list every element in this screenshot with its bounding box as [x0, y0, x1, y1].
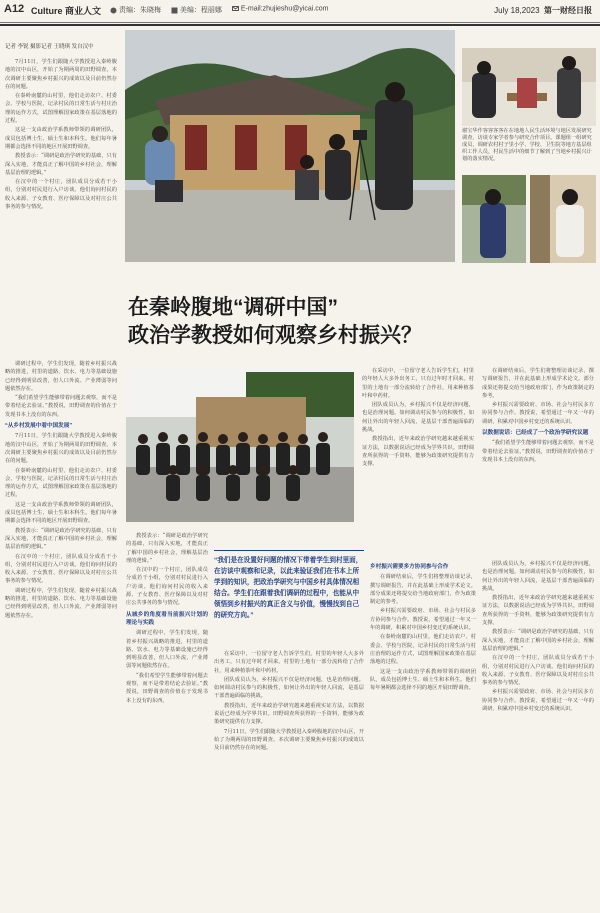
- article-paragraph: 教授指出，近年来政治学研究越来越重视实证方法，以数据说话已经成为学界共识。田野调查所获得的一手资料，能够为政策研究提供有力支撑。: [362, 436, 474, 468]
- article-paragraph: 乡村振兴需要政府、市场、社会与村民多方协同参与合作。教授说，希望通过一年又一年的调研，积累对中国乡村变迁的系统认识。: [482, 689, 594, 713]
- headline-line-1: 在秦岭腹地“调研中国”: [128, 296, 338, 319]
- article-column-right-lower: [370, 560, 476, 907]
- byline: 记者 李锐 摄影记者 王晓琪 发自汉中: [5, 44, 94, 50]
- article-paragraph: 这是一支由政治学系教师带领的调研团队，成员包括博士生、硕士生和本科生。他们每年暑期都会选择不同的地区开展田野调查。: [370, 668, 476, 692]
- section-name: Culture 商业人文: [31, 6, 102, 16]
- article-paragraph: “我们希望学生能够带着问题去观察，而不是带着结论去验证。”教授说，田野调查的价值在于发现书本上没有的东西。: [5, 395, 117, 418]
- article-paragraph: 这是一支由政治学系教师带领的调研团队，成员包括博士生、硕士生和本科生。他们每年暑期都会选择不同的地区开展田野调查。: [5, 127, 117, 150]
- page-header: [0, 0, 600, 23]
- article-column-center-left: [126, 532, 208, 907]
- header-rule: [0, 24, 600, 26]
- article-paragraph: 教授指出，近年来政治学研究越来越重视实证方法，以数据说话已经成为学界共识。田野调查所获得的一手资料，能够为政策研究提供有力支撑。: [214, 702, 364, 726]
- article-column-center: [214, 650, 364, 907]
- photo-bottom-right-villager: [530, 175, 596, 263]
- article-column-mid-right: [362, 367, 474, 552]
- page-number: A12: [4, 3, 25, 15]
- article-paragraph: 调研过程中，学生们发现，随着乡村振兴战略的推进，村里的道路、饮水、电力等基础设施已经得到明显改善，但人口外流、产业薄弱等问题依然存在。: [5, 361, 117, 392]
- article-paragraph: 在汉中的一个村庄，团队成员分成若干小组，分别对村民进行入户访谈。他们询问村民的收入来源、子女教育、医疗保障以及对村庄公共事务的参与情况。: [5, 553, 117, 585]
- pull-quote-rule: [214, 550, 364, 551]
- designer-text: 美编：程丽娜: [179, 7, 222, 14]
- article-paragraph: 调研过程中，学生们发现，随着乡村振兴战略的推进，村里的道路、饮水、电力等基础设施已经得到明显改善，但人口外流、产业薄弱等问题依然存在。: [5, 587, 117, 619]
- designer-credit: [171, 5, 222, 15]
- photo-top-right-interview: [462, 48, 596, 126]
- headline-line-2: 政治学教授如何观察乡村振兴？: [128, 324, 422, 347]
- article-paragraph: 团队成员认为，乡村振兴不仅是经济问题，也是治理问题。如何调动村民参与的积极性，如何让外出的年轻人回流，是基层干部普遍面临的挑战。: [214, 676, 364, 700]
- editor-credit: [110, 5, 161, 15]
- article-paragraph: 7月11日，学生们跟随大学教授进入秦岭腹地的汉中山区，开始了为期两周的田野调查。本次调研主要聚焦乡村振兴的成效以及目前仍然存在的问题。: [5, 59, 117, 90]
- article-paragraph: 在汉中的一个村庄，团队成员分成若干小组，分别对村民进行入户访谈。他们询问村民的收入来源、子女教育、医疗保障以及对村庄公共事务的参与情况。: [126, 567, 208, 607]
- header-date: [494, 5, 592, 16]
- article-paragraph: 教授表示：“调研是政治学研究的基础，只有深入实地，才能真正了解中国的乡村社会，理解基层治理的逻辑。”: [5, 527, 117, 551]
- date-text: July 18,2023: [494, 6, 540, 15]
- article-paragraph: “我们希望学生能够带着问题去观察，而不是带着结论去验证。”教授说，田野调查的价值在于发现书本上没有的东西。: [126, 672, 208, 704]
- article-paragraph: 教授表示：“调研是政治学研究的基础，只有深入实地，才能真正了解中国的乡村社会，理解基层治理的逻辑。”: [126, 533, 208, 564]
- article-paragraph: 在秦岭南麓的山村里，他们走访农户、村委会、学校与医院，记录村民的日常生活与村庄治理的运作方式，试图理解国家政策在基层落地的过程。: [5, 467, 117, 499]
- pull-quote: [214, 550, 364, 621]
- section-heading: 乡村振兴需要多方协同参与合作: [370, 564, 449, 570]
- article-paragraph: 在调研结束后，学生们将整理访谈记录，撰写调研报告，并在此基础上形成学术论文。部分成果还将提交给当地政府部门，作为政策制定的参考。: [482, 368, 594, 399]
- pull-quote-text: “我们是在设置好问题的情况下带着学生到村里面，在访谈中观察和记录，以此来验证我们在书本上所学到的知识，把政治学研究与中国乡村具体情况相结合。学生们在跟着我们调研的过程中，也能从中领悟到乡村振兴的真正含义与价值，慢慢找到自己的研究方向。”: [214, 557, 363, 619]
- editor-text: 责编：朱晓梅: [118, 7, 161, 14]
- article-paragraph: 调研过程中，学生们发现，随着乡村振兴战略的推进，村里的道路、饮水、电力等基础设施已经得到明显改善，但人口外流、产业薄弱等问题依然存在。: [126, 630, 208, 670]
- article-paragraph: 在采访中，一位留守老人告诉学生们，村里的年轻人大多外出务工，只有过年时才回来。村里的土地有一部分流转给了合作社，用来种植茶叶和中药材。: [362, 368, 474, 399]
- article-column-left-lower: [5, 360, 117, 905]
- group-photo-research-team: [126, 367, 354, 522]
- photo-bottom-right-student: [462, 175, 526, 263]
- article-paragraph: 7月11日，学生们跟随大学教授进入秦岭腹地的汉中山区，开始了为期两周的田野调查。本次调研主要聚焦乡村振兴的成效以及目前仍然存在的问题。: [214, 728, 364, 752]
- top-right-caption: 谢宝华作客客客客在在地地人民生活环境与地区发展研究调查，访谈专家学者参与研究合作项目。课题组一组研究成员，调研农村村子里小学、学校、卫生院等地方基层组织工作人员，村民生活中的细节了解到了当地乡村振兴计划的落实情况。: [462, 128, 592, 162]
- paper-name: 第一财经日报: [544, 6, 592, 15]
- article-paragraph: “我们希望学生能够带着问题去观察，而不是带着结论去验证。”教授说，田野调查的价值在于发现书本上没有的东西。: [482, 440, 594, 463]
- article-column-far-right-lower: [482, 560, 594, 907]
- section-heading: 从城乡的角度看当前振兴计划的理论与实践: [126, 611, 208, 626]
- article-paragraph: 乡村振兴需要政府、市场、社会与村民多方协同参与合作。教授说，希望通过一年又一年的调研，积累对中国乡村变迁的系统认识。: [482, 402, 594, 425]
- section-heading: 以数据说话：已经成了一个政治学研究议题: [482, 430, 589, 437]
- article-paragraph: 团队成员认为，乡村振兴不仅是经济问题，也是治理问题。如何调动村民参与的积极性，如何让外出的年轻人回流，是基层干部普遍面临的挑战。: [482, 561, 594, 592]
- article-paragraph: 在采访中，一位留守老人告诉学生们，村里的年轻人大多外出务工，只有过年时才回来。村里的土地有一部分流转给了合作社，用来种植茶叶和中药材。: [214, 651, 364, 674]
- email-icon: [232, 5, 239, 12]
- article-paragraph: 在秦岭南麓的山村里，他们走访农户、村委会、学校与医院，记录村民的日常生活与村庄治理的运作方式，试图理解国家政策在基层落地的过程。: [5, 93, 117, 125]
- article-paragraph: 在秦岭南麓的山村里，他们走访农户、村委会、学校与医院，记录村民的日常生活与村庄治理的运作方式，试图理解国家政策在基层落地的过程。: [370, 634, 476, 666]
- article-paragraph: 在调研结束后，学生们将整理访谈记录，撰写调研报告，并在此基础上形成学术论文。部分成果还将提交给当地政府部门，作为政策制定的参考。: [370, 574, 476, 606]
- article-paragraph: 在汉中的一个村庄，团队成员分成若干小组，分别对村民进行入户访谈。他们询问村民的收入来源、子女教育、医疗保障以及对村庄公共事务的参与情况。: [482, 655, 594, 687]
- headline: [128, 294, 488, 350]
- article-paragraph: 乡村振兴需要政府、市场、社会与村民多方协同参与合作。教授说，希望通过一年又一年的调研，积累对中国乡村变迁的系统认识。: [370, 608, 476, 632]
- header-credits: [110, 5, 329, 15]
- article-paragraph: 这是一支由政治学系教师带领的调研团队，成员包括博士生、硕士生和本科生。他们每年暑期都会选择不同的地区开展田野调查。: [5, 501, 117, 525]
- section-heading: “从乡村发展中看中国发展”: [5, 423, 73, 430]
- email-text: E-mail:zhujieshu@yicai.com: [240, 5, 329, 13]
- article-paragraph: 教授表示：“调研是政治学研究的基础，只有深入实地，才能真正了解中国的乡村社会，理解基层治理的逻辑。”: [482, 629, 594, 652]
- designer-icon: [171, 7, 178, 14]
- editor-icon: [110, 7, 117, 14]
- article-paragraph: 教授表示：“调研是政治学研究的基础，只有深入实地，才能真正了解中国的乡村社会，理解基层治理的逻辑。”: [5, 153, 117, 176]
- main-photo-field-interview: [125, 30, 455, 262]
- article-paragraph: 团队成员认为，乡村振兴不仅是经济问题，也是治理问题。如何调动村民参与的积极性，如何让外出的年轻人回流，是基层干部普遍面临的挑战。: [362, 402, 474, 434]
- article-column-left-top: [5, 58, 117, 283]
- article-paragraph: 在汉中的一个村庄，团队成员分成若干小组，分别对村民进行入户访谈。他们询问村民的收入来源、子女教育、医疗保障以及对村庄公共事务的参与情况。: [5, 179, 117, 211]
- article-paragraph: 7月11日，学生们跟随大学教授进入秦岭腹地的汉中山区，开始了为期两周的田野调查。本次调研主要聚焦乡村振兴的成效以及目前仍然存在的问题。: [5, 433, 117, 465]
- article-paragraph: 教授指出，近年来政治学研究越来越重视实证方法，以数据说话已经成为学界共识。田野调查所获得的一手资料，能够为政策研究提供有力支撑。: [482, 595, 594, 627]
- article-column-far-right-top: [482, 367, 594, 552]
- email-credit: [232, 5, 329, 15]
